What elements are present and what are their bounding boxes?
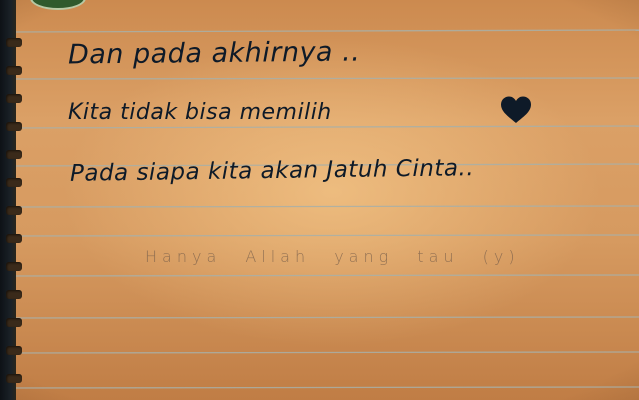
rule-line [10,78,639,79]
handwritten-line-1: Dan pada akhirnya .. [67,36,361,71]
rule-line [10,275,639,276]
ring-hole [6,234,22,243]
ring-hole [6,318,22,327]
handwritten-line-3: Pada siapa kita akan Jatuh Cinta.. [69,155,475,187]
ring-hole [6,206,22,215]
pencil-signature: Hanya Allah yang tau (y) [145,247,520,266]
rule-line [10,317,639,318]
heart-icon [499,95,533,125]
rule-line [10,206,639,207]
rule-line [10,352,639,353]
handwritten-line-2: Kita tidak bisa memilih [68,100,332,125]
ring-hole [6,66,22,75]
ring-hole [6,150,22,159]
rule-line [10,30,639,32]
rule-line [10,235,639,236]
ring-hole [6,262,22,271]
ring-hole [6,178,22,187]
ring-holes [6,0,46,400]
ring-hole [6,290,22,299]
ring-hole [6,38,22,47]
ring-hole [6,346,22,355]
ring-hole [6,122,22,131]
ring-hole [6,374,22,383]
rule-line [10,126,639,128]
ring-hole [6,94,22,103]
rule-line [10,387,639,388]
